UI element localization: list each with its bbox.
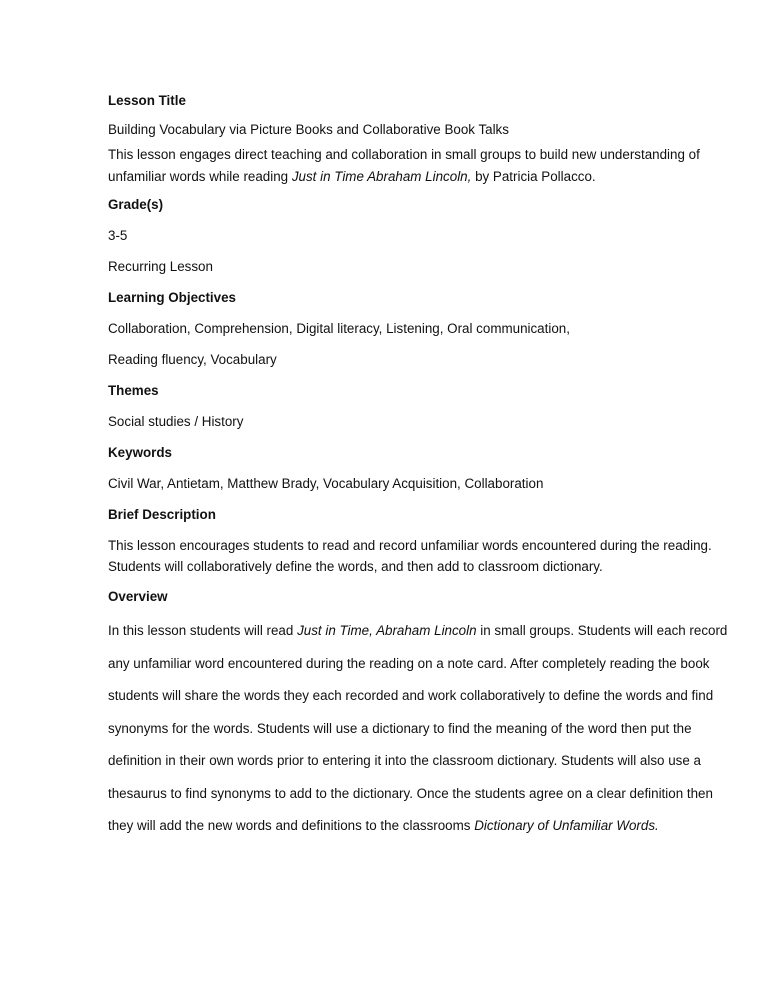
lesson-title-value: Building Vocabulary via Picture Books and Collaborative Book Talks: [108, 122, 509, 137]
overview-line-5: definition in their own words prior to entering it into the classroom dictionary. Students will also use a: [108, 753, 701, 768]
overview-line-1: [108, 623, 727, 639]
overview-text: they will add the new words and definitions to the classrooms: [108, 818, 475, 833]
overview-line-6: thesaurus to find synonyms to add to the dictionary. Once the students agree on a clear definition then: [108, 786, 713, 801]
grades-heading: Grade(s): [108, 197, 164, 212]
intro-line-1: This lesson engages direct teaching and collaboration in small groups to build new understanding of: [108, 147, 700, 162]
learning-objectives-line-1: Collaboration, Comprehension, Digital literacy, Listening, Oral communication,: [108, 321, 570, 336]
overview-heading: Overview: [108, 589, 168, 604]
overview-line-3: students will share the words they each recorded and work collaboratively to define the words and find: [108, 688, 714, 703]
brief-description-heading: Brief Description: [108, 507, 216, 522]
brief-description-line-2: Students will collaboratively define the words, and then add to classroom dictionary.: [108, 559, 603, 574]
learning-objectives-line-2: Reading fluency, Vocabulary: [108, 352, 277, 367]
keywords-heading: Keywords: [108, 445, 172, 460]
book-title: Just in Time, Abraham Lincoln: [297, 623, 477, 638]
overview-line-4: synonyms for the words. Students will use a dictionary to find the meaning of the word then put the: [108, 721, 692, 736]
overview-text: in small groups. Students will each record: [476, 623, 728, 638]
intro-line-2: [108, 169, 596, 185]
overview-line-7: [108, 818, 659, 834]
keywords-value: Civil War, Antietam, Matthew Brady, Vocabulary Acquisition, Collaboration: [108, 476, 544, 491]
overview-text: In this lesson students will read: [108, 623, 298, 638]
dictionary-title: Dictionary of Unfamiliar Words.: [474, 818, 659, 833]
lesson-title-heading: Lesson Title: [108, 93, 186, 108]
intro-text: by Patricia Pollacco.: [471, 169, 596, 184]
grades-value: 3-5: [108, 228, 128, 243]
book-title: Just in Time Abraham Lincoln,: [291, 169, 472, 184]
overview-line-2: any unfamiliar word encountered during the reading on a note card. After completely reading the book: [108, 656, 710, 671]
themes-heading: Themes: [108, 383, 159, 398]
themes-value: Social studies / History: [108, 414, 244, 429]
intro-text: unfamiliar words while reading: [108, 169, 292, 184]
recurring-note: Recurring Lesson: [108, 259, 213, 274]
learning-objectives-heading: Learning Objectives: [108, 290, 236, 305]
brief-description-line-1: This lesson encourages students to read and record unfamiliar words encountered during the reading.: [108, 538, 712, 553]
